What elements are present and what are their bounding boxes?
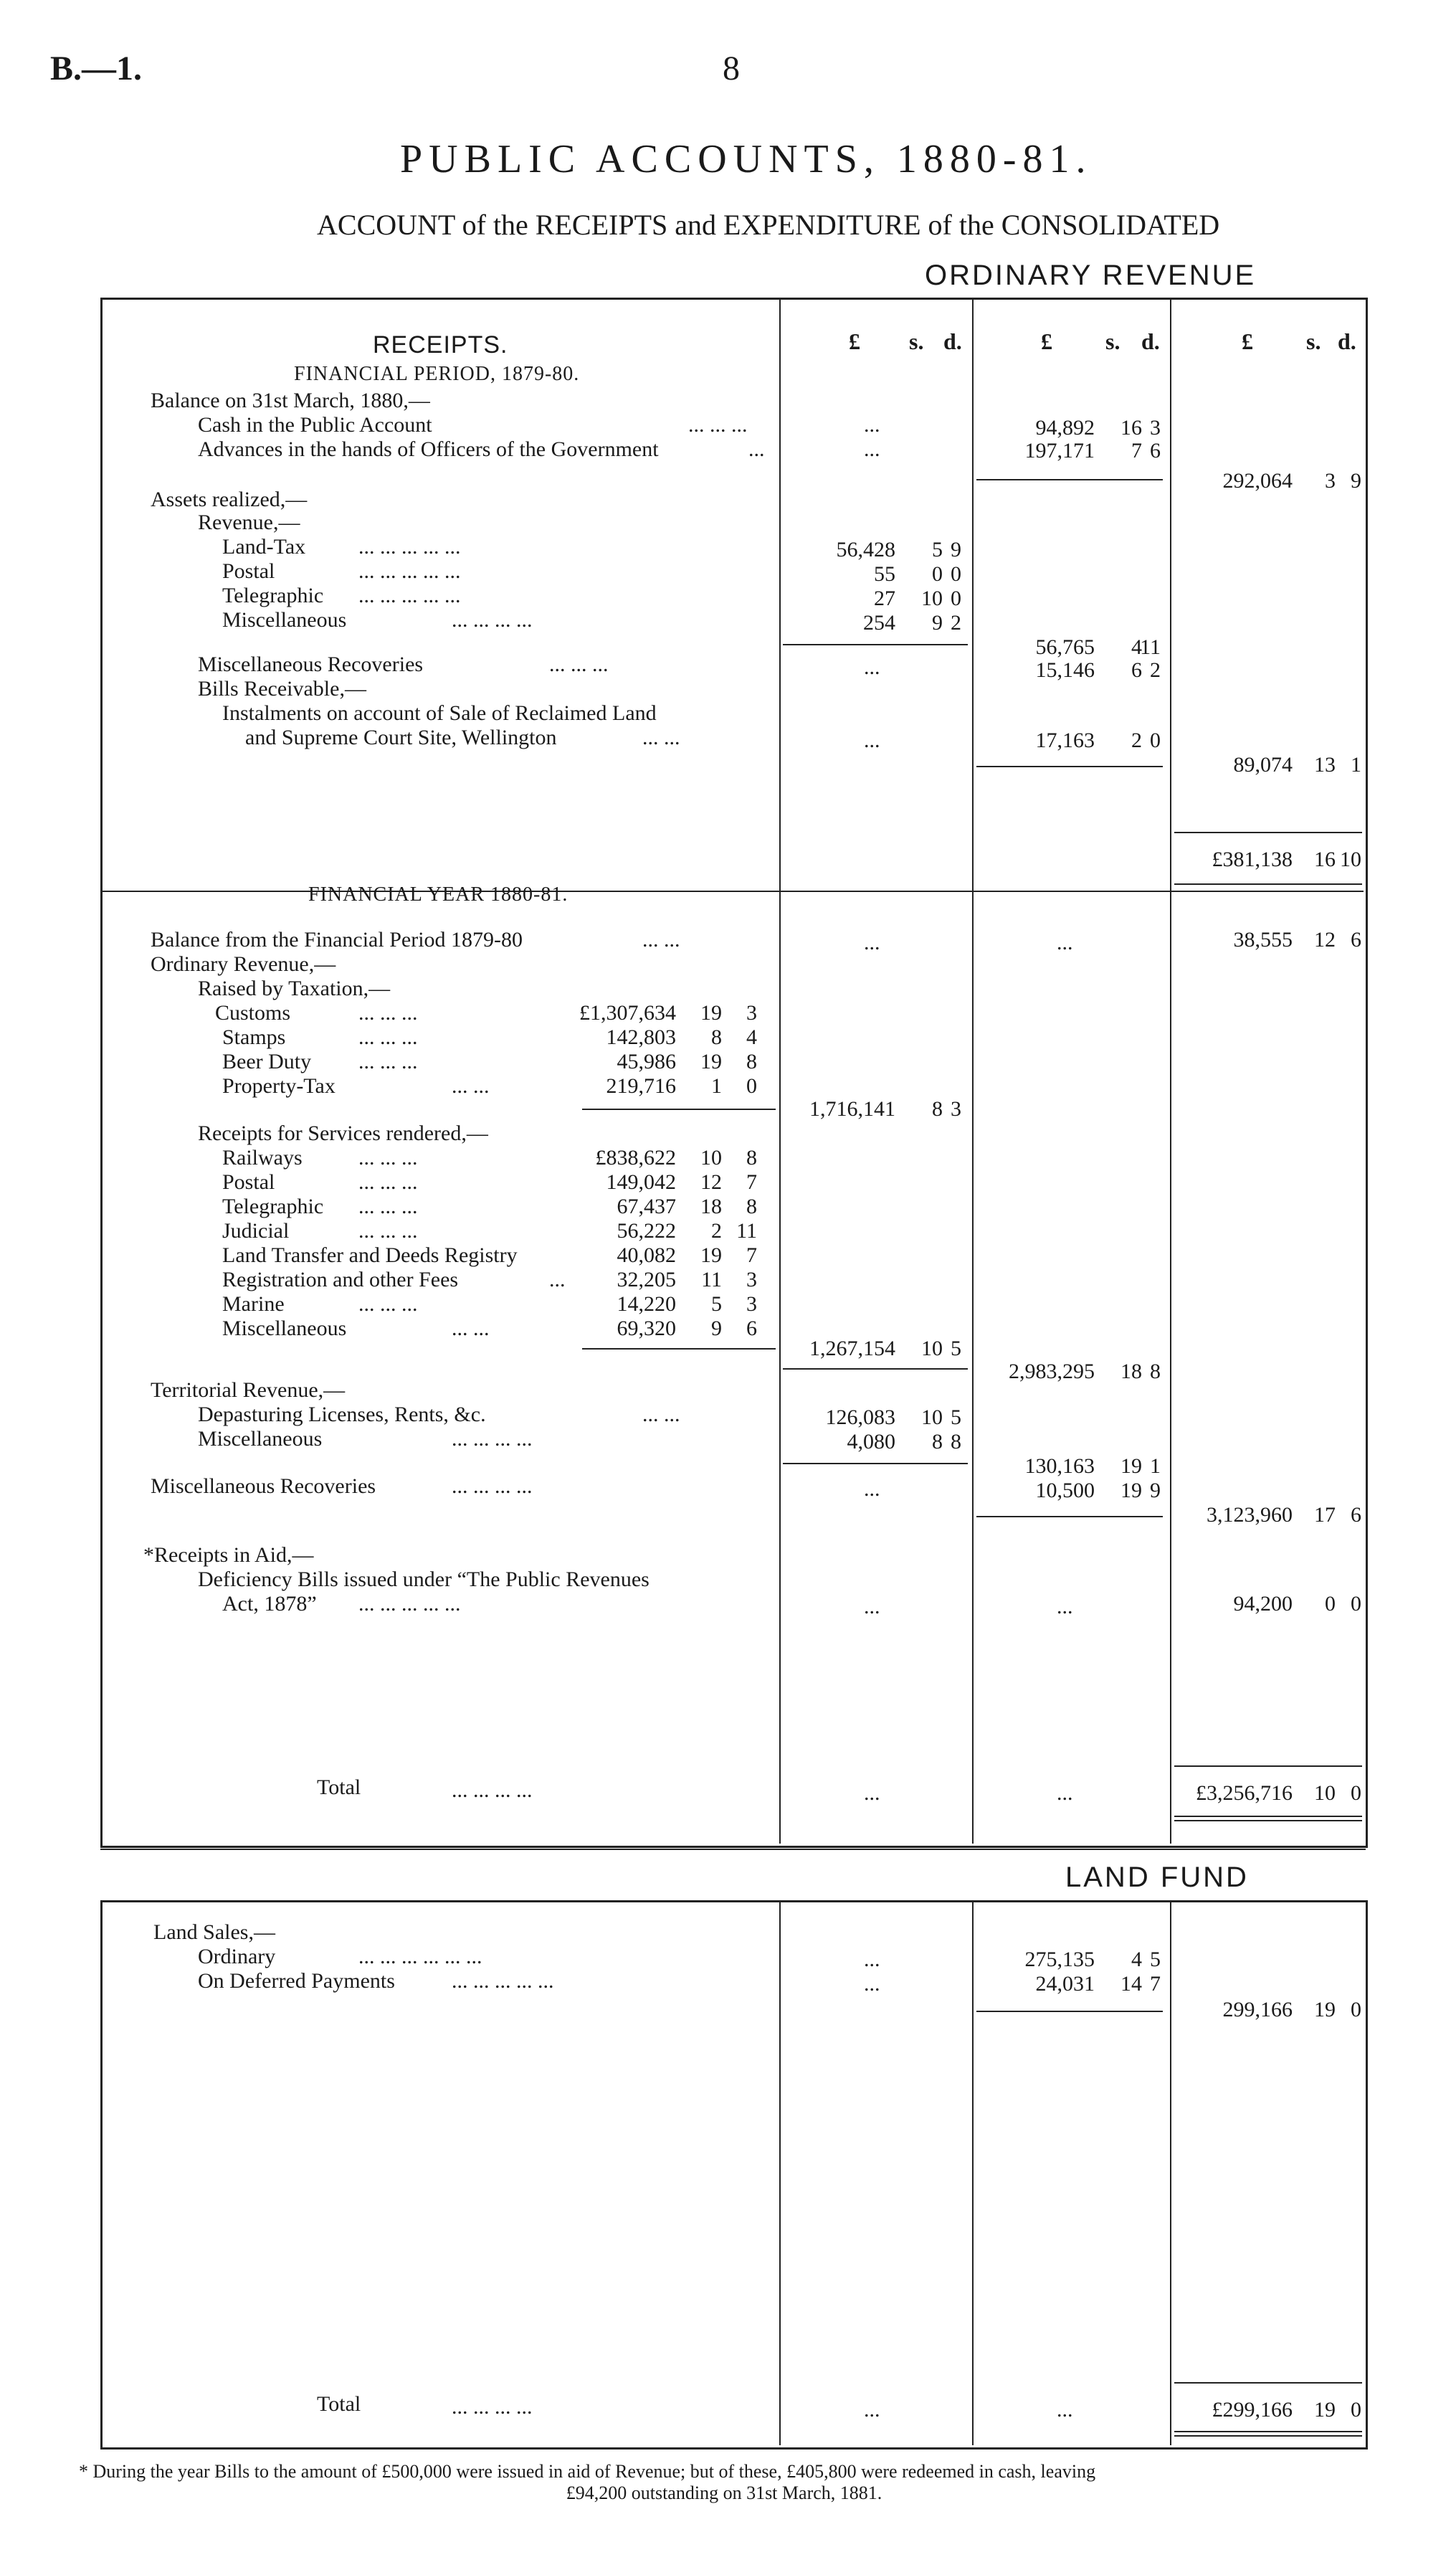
dot-leader: ... ... ...: [688, 413, 748, 437]
landtax-pounds: 56,428: [836, 538, 895, 561]
revenue-total-pounds: 56,765: [1035, 635, 1095, 659]
subtotal-rule: [976, 1516, 1163, 1517]
dot-leader: ... ...: [452, 1074, 490, 1098]
balance-from-pence: 6: [1351, 928, 1361, 952]
land-ordinary-pounds: 275,135: [1024, 1948, 1095, 1971]
telegraphic-shillings: 10: [921, 587, 943, 610]
ellipsis: ...: [1057, 931, 1073, 954]
registration-label: Registration and other Fees: [222, 1268, 459, 1291]
beer-duty-label: Beer Duty: [222, 1050, 312, 1073]
stamps-shillings: 8: [711, 1025, 722, 1049]
ordinary-revenue-label: Ordinary Revenue,—: [151, 952, 336, 976]
ellipsis: ...: [1057, 2398, 1073, 2422]
total-rule: [1174, 2382, 1362, 2384]
services-misc-pence: 6: [746, 1317, 757, 1340]
property-tax-pounds: 219,716: [606, 1074, 676, 1098]
document-code: B.—1.: [50, 49, 143, 87]
dot-leader: ... ... ... ...: [452, 1778, 533, 1802]
taxation-total-pounds: 1,716,141: [809, 1097, 895, 1121]
balance-total-pounds: 292,064: [1222, 469, 1293, 493]
subtotal-rule: [783, 1463, 968, 1464]
services-total-pounds: 1,267,154: [809, 1337, 895, 1360]
land-deferred-label: On Deferred Payments: [198, 1969, 395, 1993]
judicial-pounds: 56,222: [617, 1219, 676, 1243]
dot-leader: ... ... ... ... ...: [358, 535, 461, 559]
land-ordinary-shillings: 4: [1131, 1948, 1142, 1971]
advances-pence: 6: [1150, 439, 1161, 463]
customs-pence: 3: [746, 1001, 757, 1025]
dot-leader: ... ... ...: [358, 1219, 418, 1243]
pound-col-head: £: [1041, 328, 1052, 354]
dot-leader: ... ...: [642, 726, 680, 749]
column-rule: [779, 1900, 781, 2445]
dot-leader: ... ... ... ... ...: [452, 1969, 554, 1993]
services-telegraphic-pounds: 67,437: [617, 1195, 676, 1218]
postal-label: Postal: [222, 559, 275, 583]
dot-leader: ...: [549, 1268, 566, 1291]
total-rule: [1174, 832, 1362, 833]
dot-leader: ... ...: [642, 928, 680, 952]
shilling-col-head: s.: [909, 328, 924, 354]
instalments-shillings: 2: [1131, 729, 1142, 752]
ordinary-grand-total-pence: 0: [1351, 1781, 1361, 1805]
page-title: PUBLIC ACCOUNTS, 1880-81.: [400, 137, 1093, 181]
dot-leader: ... ... ... ... ...: [358, 584, 461, 607]
assets-total-pounds: 89,074: [1233, 753, 1293, 777]
services-misc-label: Miscellaneous: [222, 1317, 347, 1340]
year-misc-recoveries-pounds: 10,500: [1035, 1479, 1095, 1502]
ellipsis: ...: [864, 1477, 880, 1501]
judicial-pence: 11: [736, 1219, 757, 1243]
services-postal-pence: 7: [746, 1170, 757, 1194]
services-label: Receipts for Services rendered,—: [198, 1121, 488, 1145]
land-total-label: Total: [317, 2392, 361, 2416]
year-subtotal-shillings: 17: [1314, 1503, 1336, 1527]
land-transfer-label: Land Transfer and Deeds Registry: [222, 1243, 518, 1267]
advances-pounds: 197,171: [1024, 439, 1095, 463]
property-tax-shillings: 1: [711, 1074, 722, 1098]
judicial-label: Judicial: [222, 1219, 290, 1243]
balance-from-label: Balance from the Financial Period 1879-80: [151, 928, 523, 952]
land-deferred-shillings: 14: [1120, 1972, 1142, 1996]
shilling-col-head: s.: [1105, 328, 1120, 354]
dot-leader: ... ... ... ...: [452, 1427, 533, 1451]
land-ordinary-pence: 5: [1150, 1948, 1161, 1971]
land-transfer-shillings: 19: [700, 1243, 722, 1267]
stamps-pence: 4: [746, 1025, 757, 1049]
postal-pounds: 55: [874, 562, 895, 586]
dot-leader: ... ... ...: [549, 653, 609, 676]
customs-pounds: £1,307,634: [579, 1001, 676, 1025]
footnote-line-2: £94,200 outstanding on 31st March, 1881.: [566, 2482, 882, 2503]
pence-col-head: d.: [1141, 328, 1160, 354]
misc-pounds: 254: [863, 611, 895, 635]
bills-label: Bills Receivable,—: [198, 677, 366, 701]
telegraphic-label: Telegraphic: [222, 584, 324, 607]
assets-label: Assets realized,—: [151, 488, 308, 511]
ellipsis: ...: [864, 729, 880, 752]
misc-label: Miscellaneous: [222, 608, 347, 632]
territorial-total-pence: 1: [1150, 1454, 1161, 1478]
marine-label: Marine: [222, 1292, 285, 1316]
deficiency-pence: 0: [1351, 1592, 1361, 1616]
dot-leader: ... ... ...: [358, 1025, 418, 1049]
subtotal-rule: [976, 2011, 1163, 2012]
services-misc-shillings: 9: [711, 1317, 722, 1340]
total-rule: [1174, 1765, 1362, 1767]
revenue-label: Revenue,—: [198, 511, 300, 534]
misc-recoveries-label: Miscellaneous Recoveries: [198, 653, 424, 676]
assets-total-shillings: 13: [1314, 753, 1336, 777]
ellipsis: ...: [1057, 1595, 1073, 1618]
railways-pence: 8: [746, 1146, 757, 1170]
year-subtotal-pounds: 3,123,960: [1207, 1503, 1293, 1527]
ellipsis: ...: [864, 1972, 880, 1996]
ellipsis: ...: [748, 437, 765, 461]
total-rule: [1174, 2431, 1362, 2432]
territorial-misc-pounds: 4,080: [847, 1430, 895, 1454]
year-misc-recoveries-shillings: 19: [1120, 1479, 1142, 1502]
services-total-pence: 5: [951, 1337, 961, 1360]
stamps-label: Stamps: [222, 1025, 286, 1049]
ordinary-revenue-total-pounds: 2,983,295: [1009, 1360, 1095, 1383]
land-transfer-pounds: 40,082: [617, 1243, 676, 1267]
territorial-misc-shillings: 8: [932, 1430, 943, 1454]
dot-leader: ... ... ...: [358, 1195, 418, 1218]
railways-label: Railways: [222, 1146, 303, 1170]
balance-from-shillings: 12: [1314, 928, 1336, 952]
balance-total-shillings: 3: [1325, 469, 1336, 493]
shilling-col-head: s.: [1306, 328, 1321, 354]
misc-pence: 2: [951, 611, 961, 635]
landtax-label: Land-Tax: [222, 535, 306, 559]
judicial-shillings: 2: [711, 1219, 722, 1243]
total-rule: [1174, 883, 1362, 885]
dot-leader: ... ... ...: [358, 1170, 418, 1194]
postal-shillings: 0: [932, 562, 943, 586]
dot-leader: ... ... ...: [358, 1292, 418, 1316]
land-ordinary-label: Ordinary: [198, 1945, 276, 1968]
subtotal-rule: [976, 766, 1163, 767]
deficiency-pounds: 94,200: [1233, 1592, 1293, 1616]
column-rule: [779, 298, 781, 1844]
landtax-shillings: 5: [932, 538, 943, 561]
services-postal-label: Postal: [222, 1170, 275, 1194]
dot-leader: ... ... ... ...: [452, 2395, 533, 2419]
land-fund-heading: LAND FUND: [1065, 1862, 1249, 1893]
instalments-label-2: and Supreme Court Site, Wellington: [245, 726, 557, 749]
instalments-label: Instalments on account of Sale of Reclaimed Land: [222, 701, 657, 725]
property-tax-pence: 0: [746, 1074, 757, 1098]
ellipsis: ...: [864, 413, 880, 437]
dot-leader: ... ... ... ... ...: [358, 1592, 461, 1616]
year-misc-recoveries-pence: 9: [1150, 1479, 1161, 1502]
financial-year-heading: FINANCIAL YEAR 1880-81.: [308, 883, 568, 906]
instalments-pence: 0: [1150, 729, 1161, 752]
subtotal-rule: [582, 1348, 776, 1350]
advances-label: Advances in the hands of Officers of the Government: [198, 437, 659, 461]
deficiency-label: Deficiency Bills issued under “The Public Revenues: [198, 1568, 650, 1591]
marine-shillings: 5: [711, 1292, 722, 1316]
stamps-pounds: 142,803: [606, 1025, 676, 1049]
services-postal-shillings: 12: [700, 1170, 722, 1194]
depasturing-shillings: 10: [921, 1405, 943, 1429]
revenue-total-pence: 11: [1140, 635, 1161, 659]
cash-pounds: 94,892: [1035, 416, 1095, 440]
period-total-shillings: 16: [1314, 848, 1336, 871]
balance-from-pounds: 38,555: [1233, 928, 1293, 952]
services-telegraphic-pence: 8: [746, 1195, 757, 1218]
total-rule: [1174, 1820, 1362, 1821]
receipts-in-aid-label: *Receipts in Aid,—: [143, 1543, 314, 1567]
registration-pounds: 32,205: [617, 1268, 676, 1291]
account-subtitle: ACCOUNT of the RECEIPTS and EXPENDITURE of the CONSOLIDATED: [317, 209, 1220, 241]
property-tax-label: Property-Tax: [222, 1074, 336, 1098]
taxation-label: Raised by Taxation,—: [198, 977, 391, 1000]
services-misc-pounds: 69,320: [617, 1317, 676, 1340]
railways-pounds: £838,622: [595, 1146, 676, 1170]
instalments-pounds: 17,163: [1035, 729, 1095, 752]
total-rule: [1174, 1816, 1362, 1817]
land-deferred-pence: 7: [1150, 1972, 1161, 1996]
footnote-line-1: * During the year Bills to the amount of £500,000 were issued in aid of Revenue; but of these, £405,800 were redeemed in cash, leaving: [79, 2461, 1096, 2482]
ellipsis: ...: [864, 2398, 880, 2422]
balance-total-pence: 9: [1351, 469, 1361, 493]
pound-col-head: £: [849, 328, 860, 354]
depasturing-label: Depasturing Licenses, Rents, &c.: [198, 1403, 486, 1426]
dot-leader: ... ... ...: [358, 1001, 418, 1025]
ellipsis: ...: [1057, 1781, 1073, 1805]
territorial-label: Territorial Revenue,—: [151, 1378, 346, 1402]
services-telegraphic-shillings: 18: [700, 1195, 722, 1218]
footnote: [79, 2461, 1369, 2504]
telegraphic-pence: 0: [951, 587, 961, 610]
services-total-shillings: 10: [921, 1337, 943, 1360]
territorial-misc-pence: 8: [951, 1430, 961, 1454]
period-total-pounds: £381,138: [1212, 848, 1293, 871]
land-sales-total-shillings: 19: [1314, 1998, 1336, 2021]
column-rule: [1170, 298, 1171, 1844]
period-total-pence: 10: [1340, 848, 1361, 871]
land-grand-total-shillings: 19: [1314, 2398, 1336, 2422]
dot-leader: ... ... ...: [358, 1146, 418, 1170]
ordinary-revenue-total-pence: 8: [1150, 1360, 1161, 1383]
depasturing-pence: 5: [951, 1405, 961, 1429]
beer-duty-pence: 8: [746, 1050, 757, 1073]
pound-col-head: £: [1242, 328, 1253, 354]
ellipsis: ...: [864, 1781, 880, 1805]
subtotal-rule: [976, 479, 1163, 480]
balance-label: Balance on 31st March, 1880,—: [151, 389, 430, 412]
customs-label: Customs: [215, 1001, 291, 1025]
double-rule: [100, 1849, 1366, 1850]
marine-pence: 3: [746, 1292, 757, 1316]
year-misc-recoveries-label: Miscellaneous Recoveries: [151, 1474, 376, 1498]
customs-shillings: 19: [700, 1001, 722, 1025]
ordinary-total-label: Total: [317, 1775, 361, 1799]
column-rule: [1170, 1900, 1171, 2445]
beer-duty-shillings: 19: [700, 1050, 722, 1073]
misc-recoveries-pence: 2: [1150, 658, 1161, 682]
period-divider: [100, 891, 1364, 892]
land-grand-total-pounds: £299,166: [1212, 2398, 1293, 2422]
ellipsis: ...: [864, 931, 880, 954]
ordinary-grand-total-shillings: 10: [1314, 1781, 1336, 1805]
land-grand-total-pence: 0: [1351, 2398, 1361, 2422]
dot-leader: ... ...: [452, 1317, 490, 1340]
cash-label: Cash in the Public Account: [198, 413, 432, 437]
ellipsis: ...: [864, 655, 880, 679]
misc-recoveries-shillings: 6: [1131, 658, 1142, 682]
assets-total-pence: 1: [1351, 753, 1361, 777]
telegraphic-pounds: 27: [874, 587, 895, 610]
ellipsis: ...: [864, 437, 880, 461]
ordinary-grand-total-pounds: £3,256,716: [1196, 1781, 1293, 1805]
land-sales-label: Land Sales,—: [153, 1920, 275, 1944]
advances-shillings: 7: [1131, 439, 1142, 463]
deficiency-label-2: Act, 1878”: [222, 1592, 317, 1616]
column-rule: [972, 298, 974, 1844]
ordinary-revenue-heading: ORDINARY REVENUE: [925, 260, 1257, 291]
land-deferred-pounds: 24,031: [1035, 1972, 1095, 1996]
total-rule: [1174, 2435, 1362, 2437]
railways-shillings: 10: [700, 1146, 722, 1170]
landtax-pence: 9: [951, 538, 961, 561]
financial-period-heading: FINANCIAL PERIOD, 1879-80.: [294, 363, 580, 385]
receipts-heading: RECEIPTS.: [373, 331, 508, 359]
dot-leader: ... ... ...: [358, 1050, 418, 1073]
territorial-misc-label: Miscellaneous: [198, 1427, 323, 1451]
ellipsis: ...: [864, 1595, 880, 1618]
misc-shillings: 9: [932, 611, 943, 635]
depasturing-pounds: 126,083: [825, 1405, 895, 1429]
land-sales-total-pence: 0: [1351, 1998, 1361, 2021]
cash-pence: 3: [1150, 416, 1161, 440]
land-sales-total-pounds: 299,166: [1222, 1998, 1293, 2021]
registration-pence: 3: [746, 1268, 757, 1291]
dot-leader: ... ...: [642, 1403, 680, 1426]
postal-pence: 0: [951, 562, 961, 586]
taxation-total-pence: 3: [951, 1097, 961, 1121]
land-transfer-pence: 7: [746, 1243, 757, 1267]
pence-col-head: d.: [943, 328, 962, 354]
deficiency-shillings: 0: [1325, 1592, 1336, 1616]
registration-shillings: 11: [701, 1268, 722, 1291]
pence-col-head: d.: [1338, 328, 1356, 354]
cash-shillings: 16: [1120, 416, 1142, 440]
dot-leader: ... ... ... ...: [452, 608, 533, 632]
misc-recoveries-pounds: 15,146: [1035, 658, 1095, 682]
marine-pounds: 14,220: [617, 1292, 676, 1316]
dot-leader: ... ... ... ...: [452, 1474, 533, 1498]
territorial-total-shillings: 19: [1120, 1454, 1142, 1478]
services-telegraphic-label: Telegraphic: [222, 1195, 324, 1218]
page-number: 8: [723, 49, 740, 87]
ordinary-revenue-total-shillings: 18: [1120, 1360, 1142, 1383]
territorial-total-pounds: 130,163: [1024, 1454, 1095, 1478]
dot-leader: ... ... ... ... ... ...: [358, 1945, 482, 1968]
year-subtotal-pence: 6: [1351, 1503, 1361, 1527]
taxation-total-shillings: 8: [932, 1097, 943, 1121]
ellipsis: ...: [864, 1948, 880, 1971]
services-postal-pounds: 149,042: [606, 1170, 676, 1194]
subtotal-rule: [582, 1109, 776, 1110]
revenue-total-shillings: 4: [1131, 635, 1142, 659]
subtotal-rule: [783, 1368, 968, 1370]
subtotal-rule: [783, 644, 968, 645]
dot-leader: ... ... ... ... ...: [358, 559, 461, 583]
beer-duty-pounds: 45,986: [617, 1050, 676, 1073]
column-rule: [972, 1900, 974, 2445]
